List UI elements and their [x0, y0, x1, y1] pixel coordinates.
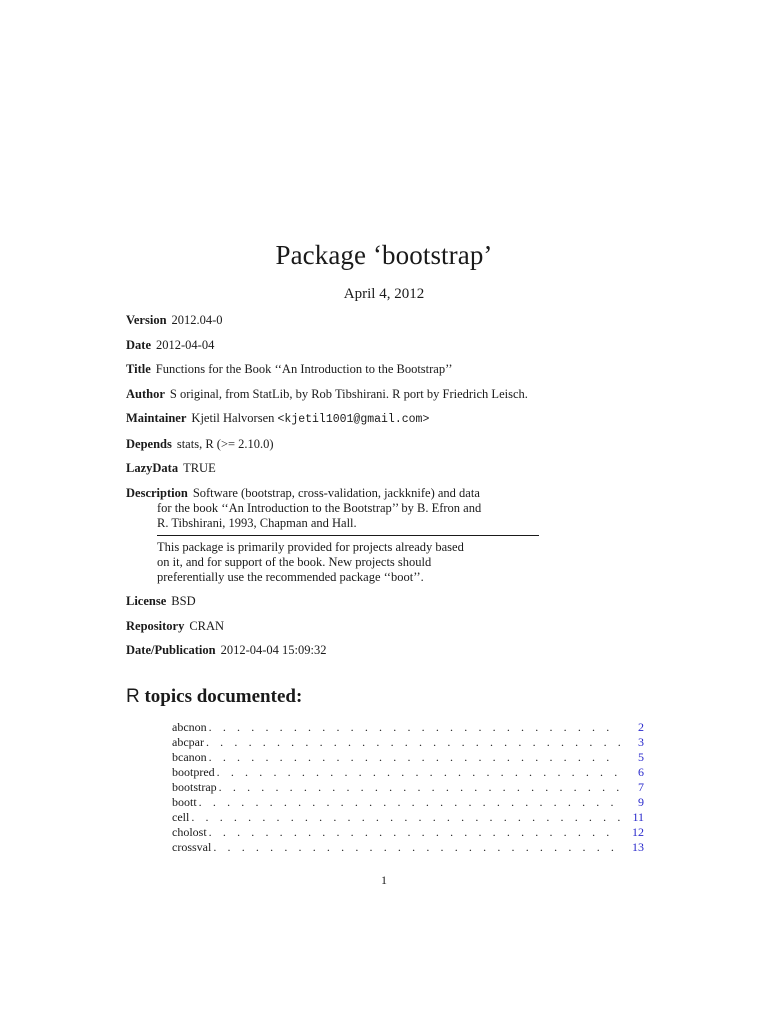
toc-entry-name: bootpred — [172, 765, 215, 779]
toc-leader-dots — [213, 840, 620, 855]
maintainer-name: Kjetil Halvorsen — [191, 411, 275, 425]
toc-page-link[interactable]: 7 — [638, 780, 644, 794]
description-line: R. Tibshirani, 1993, Chapman and Hall. — [157, 515, 357, 530]
toc-entry-name: cell — [172, 810, 190, 824]
field-publication — [126, 643, 686, 658]
package-date: April 4, 2012 — [343, 286, 425, 302]
r-glyph: R — [126, 686, 140, 707]
field-label: Title — [126, 362, 151, 376]
table-of-contents — [172, 720, 644, 855]
toc-entry-name: abcnon — [172, 720, 207, 734]
toc-entry[interactable] — [172, 810, 644, 825]
toc-heading — [126, 686, 302, 708]
toc-entry-name: abcpar — [172, 735, 204, 749]
toc-leader-dots — [209, 750, 620, 765]
field-value: 2012-04-04 15:09:32 — [220, 643, 327, 657]
toc-page-link[interactable]: 13 — [632, 840, 644, 854]
toc-entry[interactable] — [172, 765, 644, 780]
field-label: Description — [126, 485, 188, 500]
field-label: Maintainer — [126, 411, 187, 425]
description-line: on it, and for support of the book. New projects should — [157, 554, 432, 569]
maintainer-email: <kjetil1001@gmail.com> — [277, 413, 430, 426]
toc-page-link[interactable]: 3 — [638, 735, 644, 749]
toc-leader-dots — [206, 735, 620, 750]
field-lazydata — [126, 461, 686, 476]
toc-entry-name: boott — [172, 795, 197, 809]
toc-leader-dots — [209, 825, 620, 840]
field-value: Functions for the Book ‘‘An Introduction to the Bootstrap’’ — [155, 362, 453, 376]
field-label: Author — [126, 386, 165, 401]
field-value: stats, R (>= 2.10.0) — [176, 436, 274, 451]
toc-leader-dots — [217, 765, 620, 780]
toc-entry[interactable] — [172, 780, 644, 795]
toc-page-link[interactable]: 5 — [638, 750, 644, 764]
description-line — [126, 486, 686, 501]
description-line: for the book ‘‘An Introduction to the Bootstrap’’ by B. Efron and — [157, 500, 482, 515]
toc-leader-dots — [219, 780, 620, 795]
field-label: License — [126, 594, 167, 608]
field-value: BSD — [171, 594, 196, 608]
field-value: 2012-04-04 — [156, 337, 215, 352]
toc-leader-dots — [191, 810, 620, 825]
toc-page-link[interactable]: 6 — [638, 765, 644, 779]
field-label: LazyData — [126, 461, 179, 475]
field-label: Date — [126, 337, 151, 352]
toc-heading-text: topics documented: — [144, 686, 303, 707]
field-label: Depends — [126, 436, 172, 451]
field-repository — [126, 619, 686, 634]
field-author — [126, 387, 686, 402]
description-text: Software (bootstrap, cross-validation, jackknife) and data — [192, 485, 480, 500]
description-line: preferentially use the recommended package ‘‘boot’’. — [157, 569, 424, 584]
field-value: TRUE — [183, 461, 216, 475]
field-description — [126, 486, 686, 585]
field-version — [126, 313, 686, 328]
toc-entry[interactable] — [172, 750, 644, 765]
field-depends — [126, 437, 686, 452]
toc-page-link[interactable]: 12 — [632, 825, 644, 839]
description-line: This package is primarily provided for projects already based — [157, 539, 464, 554]
toc-entry-name: cholost — [172, 825, 207, 839]
page-number: 1 — [381, 873, 387, 887]
package-title: Package ‘bootstrap’ — [275, 240, 493, 270]
toc-page-link[interactable]: 9 — [638, 795, 644, 809]
toc-page-link[interactable]: 2 — [638, 720, 644, 734]
toc-entry[interactable] — [172, 825, 644, 840]
field-label: Date/Publication — [126, 643, 216, 657]
field-value: S original, from StatLib, by Rob Tibshirani. R port by Friedrich Leisch. — [169, 386, 528, 401]
field-value: 2012.04-0 — [171, 313, 223, 327]
field-label: Repository — [126, 618, 185, 633]
field-value: CRAN — [189, 618, 225, 633]
field-title — [126, 362, 686, 377]
description-fields — [126, 313, 686, 668]
toc-entry-name: bootstrap — [172, 780, 217, 794]
toc-entry[interactable] — [172, 795, 644, 810]
description-divider — [157, 535, 539, 536]
field-label: Version — [126, 313, 167, 327]
field-license — [126, 594, 686, 609]
toc-leader-dots — [209, 720, 620, 735]
toc-leader-dots — [199, 795, 620, 810]
toc-entry-name: crossval — [172, 840, 212, 854]
toc-page-link[interactable]: 11 — [632, 810, 644, 824]
field-maintainer — [126, 411, 686, 427]
toc-entry[interactable] — [172, 735, 644, 750]
toc-entry[interactable] — [172, 720, 644, 735]
field-date — [126, 338, 686, 353]
toc-entry-name: bcanon — [172, 750, 207, 764]
toc-entry[interactable] — [172, 840, 644, 855]
